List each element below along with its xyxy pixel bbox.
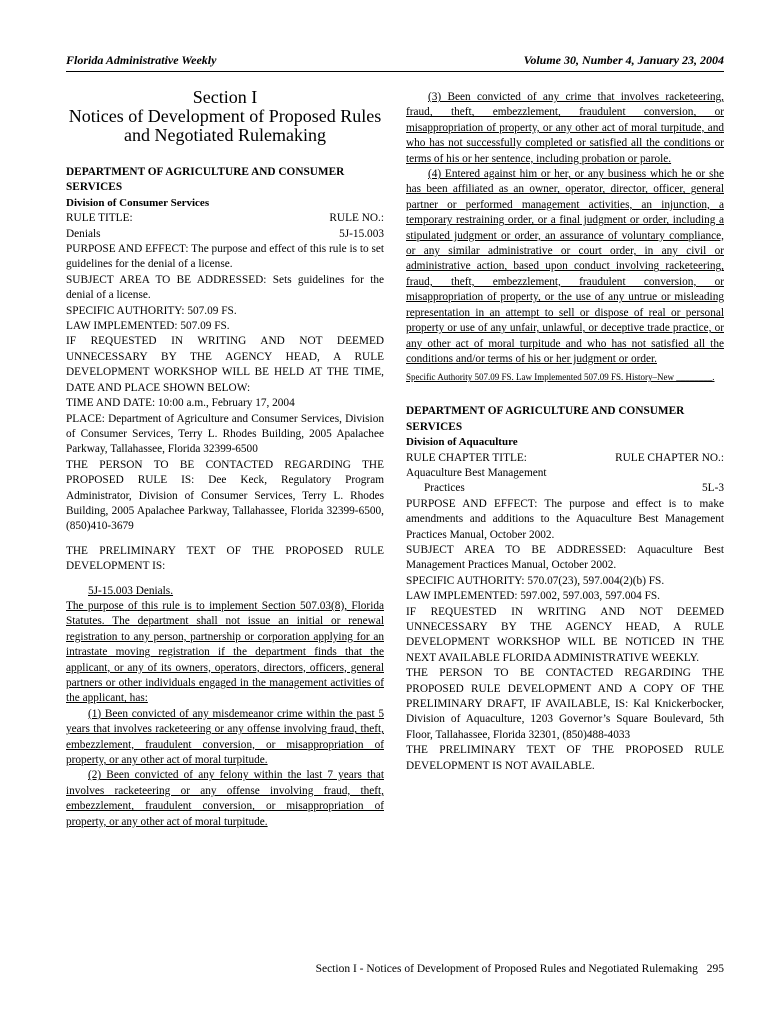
department-heading: DEPARTMENT OF AGRICULTURE AND CONSUMER SERVICES	[406, 405, 685, 433]
rule-label-row	[66, 211, 384, 226]
publication-name: Florida Administrative Weekly	[66, 53, 217, 67]
volume-info: Volume 30, Number 4, January 23, 2004	[523, 53, 724, 67]
footer-text: Section I - Notices of Development of Proposed Rules and Negotiated Rulemaking	[315, 963, 698, 975]
contact-person: THE PERSON TO BE CONTACTED REGARDING THE PROPOSED RULE IS: Dee Keck, Regulatory Program Administrator, Division of Consumer Services, Terry L. Rhodes Building, 2005 Apalachee Parkway, Tallahassee, Florida 32399-6500, (850)410-3679	[66, 458, 384, 533]
header-rule	[66, 71, 724, 72]
law-implemented: LAW IMPLEMENTED: 597.002, 597.003, 597.004 FS.	[406, 590, 661, 603]
contact-person: THE PERSON TO BE CONTACTED REGARDING THE PROPOSED RULE DEVELOPMENT AND A COPY OF THE PRELIMINARY DRAFT, IF AVAILABLE, IS: Kal Knickerbocker, Division of Aquaculture, 1203 Governor’s Square Boulevard, 5th Floor, Tallahassee, Florida 32301, (850)488-4033	[406, 667, 724, 741]
time-and-date: TIME AND DATE: 10:00 a.m., February 17, 2004	[66, 397, 295, 410]
place: PLACE: Department of Agriculture and Consumer Services, Division of Consumer Services, Terry L. Rhodes Building, 2005 Apalachee Parkway, Tallahassee, Florida 32399-6500	[66, 412, 384, 456]
preliminary-text-notice: THE PRELIMINARY TEXT OF THE PROPOSED RULE DEVELOPMENT IS NOT AVAILABLE.	[406, 744, 724, 772]
page-footer	[66, 963, 724, 975]
rule-title-label: RULE TITLE:	[66, 212, 133, 225]
department-heading: DEPARTMENT OF AGRICULTURE AND CONSUMER SERVICES	[66, 166, 345, 194]
rule-text-item-3: (3) Been convicted of any crime that involves racketeering, fraud, theft, embezzlement, fraudulent conversion, or misappropriation of property, or any other act of moral turpitude, and who has not successfully completed or satisfied all the conditions or terms of his or her sentence, including probation or parole.	[406, 91, 724, 165]
rule-text-intro: The purpose of this rule is to implement Section 507.03(8), Florida Statutes. The department shall not issue an initial or renewal registration to any person, partnership or corporation applying for an intrastate moving registration if the department finds that the applicant, or any of its owners, operators, directors, officers, general partners or other individuals engaged in the management activities of the applicant, has:	[66, 599, 384, 705]
left-column	[66, 88, 384, 830]
purpose-effect: PURPOSE AND EFFECT: The purpose and effect is to make amendments and additions to the Aquaculture Best Management Practices Manual, October 2002.	[406, 497, 724, 541]
specific-authority: SPECIFIC AUTHORITY: 570.07(23), 597.004(2)(b) FS.	[406, 574, 665, 587]
rule-title: Denials	[66, 227, 101, 240]
running-head	[66, 53, 724, 68]
section-title-line: Section I	[192, 87, 258, 107]
rule-text-item-2: (2) Been convicted of any felony within the last 7 years that involves racketeering or any offense involving fraud, theft, embezzlement, fraudulent conversion, or misappropriation of property, or any other act of moral turpitude.	[66, 769, 384, 828]
rule-history-note: Specific Authority 507.09 FS. Law Implemented 507.09 FS. History–New ________.	[406, 372, 715, 383]
purpose-effect: PURPOSE AND EFFECT: The purpose and effect of this rule is to set guidelines for the denial of a license.	[66, 243, 384, 271]
subject-area: SUBJECT AREA TO BE ADDRESSED: Aquaculture Best Management Practices Manual, October 2002.	[406, 543, 724, 572]
rule-value-row	[406, 481, 724, 496]
rule-chapter-number: 5L-3	[702, 482, 724, 495]
division-heading: Division of Consumer Services	[66, 196, 210, 209]
workshop-request: IF REQUESTED IN WRITING AND NOT DEEMED UNNECESSARY BY THE AGENCY HEAD, A RULE DEVELOPMENT WORKSHOP WILL BE NOTICED IN THE NEXT AVAILABLE FLORIDA ADMINISTRATIVE WEEKLY.	[406, 605, 724, 664]
rule-number: 5J-15.003	[339, 227, 384, 240]
subject-area: SUBJECT AREA TO BE ADDRESSED: Sets guidelines for the denial of a license.	[66, 273, 384, 302]
rule-label-row	[406, 451, 724, 466]
section-title	[66, 88, 384, 145]
preliminary-text-heading: THE PRELIMINARY TEXT OF THE PROPOSED RULE DEVELOPMENT IS:	[66, 544, 384, 573]
rule-chapter-title-line: Aquaculture Best Management	[406, 466, 547, 479]
section-title-line: Notices of Development of Proposed Rules	[68, 106, 382, 126]
division-heading: Division of Aquaculture	[406, 436, 518, 449]
page-number: 295	[706, 963, 724, 975]
rule-chapter-title-line: Practices	[424, 482, 465, 495]
rule-chapter-title-label: RULE CHAPTER TITLE:	[406, 451, 527, 464]
rule-text-heading: 5J-15.003 Denials.	[88, 584, 174, 597]
rule-value-row	[66, 227, 384, 242]
right-column	[406, 90, 724, 774]
workshop-request: IF REQUESTED IN WRITING AND NOT DEEMED UNNECESSARY BY THE AGENCY HEAD, A RULE DEVELOPMENT WORKSHOP WILL BE HELD AT THE TIME, DATE AND PLACE SHOWN BELOW:	[66, 335, 384, 394]
law-implemented: LAW IMPLEMENTED: 507.09 FS.	[66, 320, 230, 333]
rule-text-item-1: (1) Been convicted of any misdemeanor crime within the past 5 years that involves racketeering or any offense involving fraud, theft, embezzlement, fraudulent conversion, or misappropriation of property, or any other act of moral turpitude.	[66, 707, 384, 767]
specific-authority: SPECIFIC AUTHORITY: 507.09 FS.	[66, 304, 237, 317]
rule-no-label: RULE NO.:	[329, 212, 384, 225]
rule-chapter-no-label: RULE CHAPTER NO.:	[615, 451, 724, 464]
section-title-line: and Negotiated Rulemaking	[124, 125, 326, 145]
rule-text-item-4: (4) Entered against him or her, or any business which he or she has been affiliated as an owner, operator, director, officer, general partner or performed management activities, an injunction, a temporary restraining order, or a final judgment or order, including a stipulated judgment or order, an assurance of voluntary compliance, or any similar administrative or court order, in any civil or administrative action, based upon conduct involving racketeering, fraud, theft, embezzlement, fraudulent conversion, or misappropriation of property, or the use of any untrue or misleading representation in an attempt to sell or dispose of real or personal property or use of any unfair, unlawful, or deceptive trade practice, or any other act of moral turpitude and who has not satisfied all the conditions and/or terms of his or her judgment or order.	[406, 168, 724, 365]
